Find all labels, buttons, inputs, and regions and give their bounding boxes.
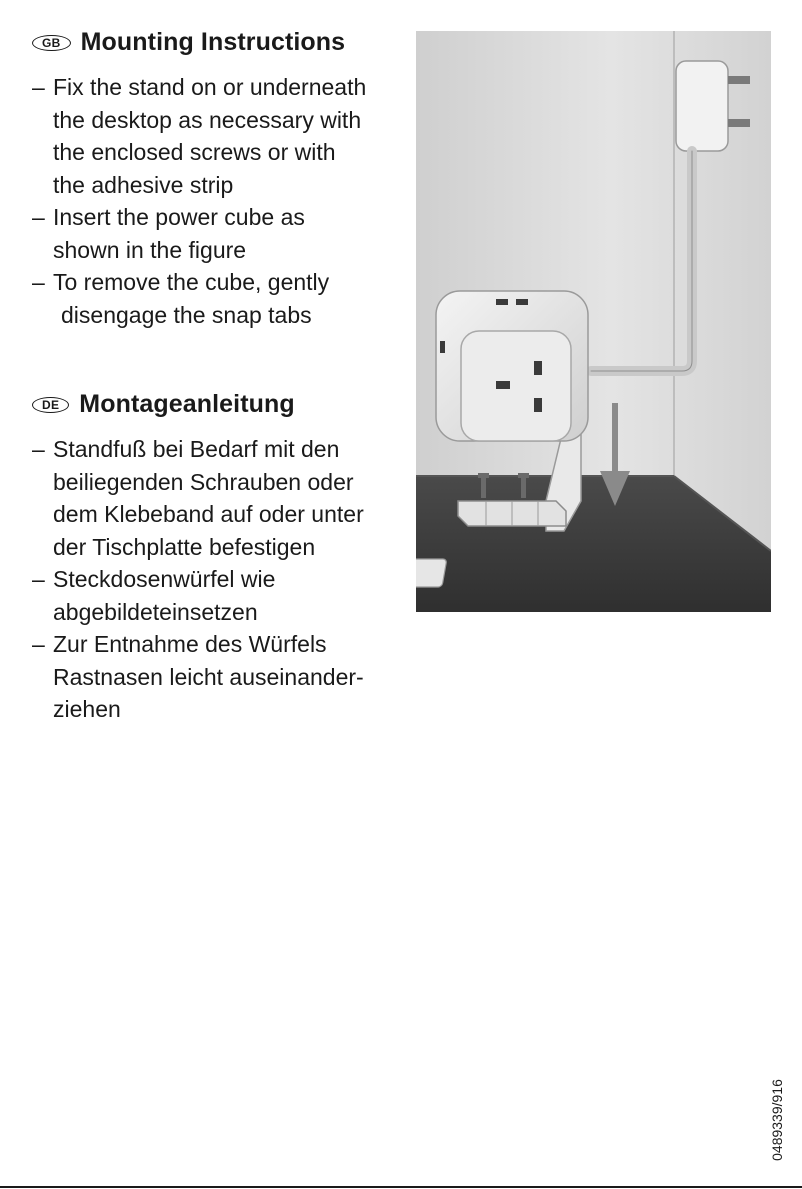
list-item <box>32 628 402 726</box>
list-item-line: – Zur Entnahme des Würfels <box>53 631 327 657</box>
heading-mounting-instructions: Mounting Instructions <box>80 28 346 56</box>
bottom-rule <box>0 1186 802 1188</box>
list-item <box>32 201 402 266</box>
list-item-line: the adhesive strip <box>53 171 234 198</box>
list-item-line: the desktop as necessary with <box>53 106 362 133</box>
mounting-figure <box>416 31 771 612</box>
list-item <box>32 266 402 331</box>
section-gb <box>32 28 402 331</box>
section-de <box>32 390 402 726</box>
article-number: 0489339/916 <box>769 1079 785 1161</box>
list-item-line: disengage the snap tabs <box>61 301 312 328</box>
language-badge-gb: GB <box>32 35 71 51</box>
power-cube-mounting-photo-icon <box>416 31 771 612</box>
list-item-line: beiliegenden Schrauben oder <box>53 468 354 495</box>
list-item-line: ziehen <box>53 696 121 722</box>
list-item <box>32 433 402 563</box>
list-item-line: der Tischplatte befestigen <box>53 533 316 560</box>
list-item-line: – To remove the cube, gently <box>53 269 330 295</box>
list-item-line: – Insert the power cube as <box>53 204 305 230</box>
instruction-list-de <box>32 433 402 726</box>
section-heading <box>32 390 402 419</box>
list-item-line: dem Klebeband auf oder unter <box>53 501 364 527</box>
list-item-line: – Standfuß bei Bedarf mit den <box>53 436 340 462</box>
list-item <box>32 563 402 628</box>
list-item-line: Rastnasen leicht auseinander- <box>53 663 364 690</box>
list-item <box>32 71 402 201</box>
language-badge-de: DE <box>32 397 69 413</box>
list-item-line: – Steckdosenwürfel wie <box>53 566 276 592</box>
list-item-line: shown in the figure <box>53 236 247 263</box>
list-item-line: abgebildeteinsetzen <box>53 598 258 625</box>
list-item-line: the enclosed screws or with <box>53 139 336 165</box>
section-heading <box>32 28 402 57</box>
heading-montageanleitung: Montageanleitung <box>79 390 295 418</box>
instruction-list-gb <box>32 71 402 331</box>
list-item-line: – Fix the stand on or underneath <box>53 74 367 100</box>
